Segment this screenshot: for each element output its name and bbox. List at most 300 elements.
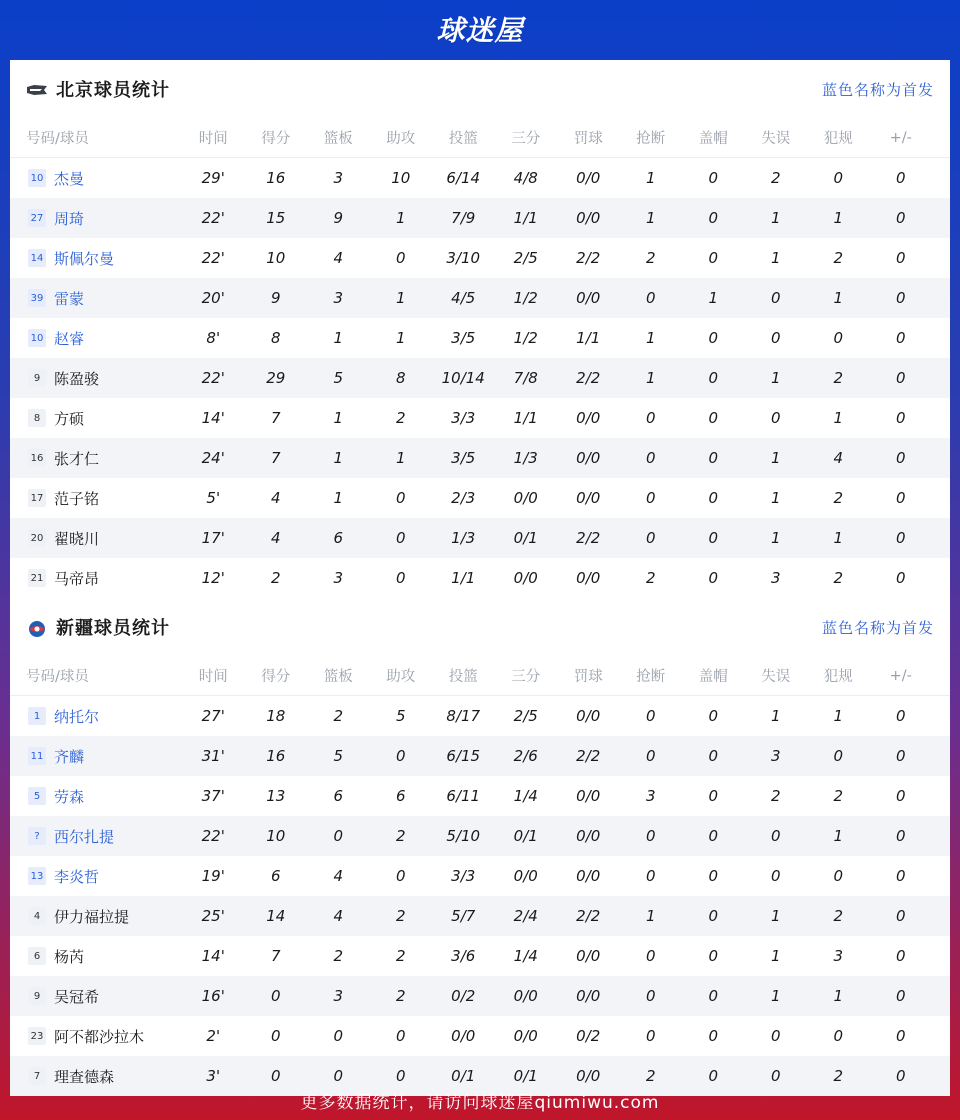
stat-cell: 0 bbox=[645, 449, 656, 467]
stat-cell: 2/5 bbox=[513, 249, 538, 267]
stat-cell: 2 bbox=[833, 569, 844, 587]
stat-cell: 3/5 bbox=[451, 449, 476, 467]
stat-cell: 0 bbox=[645, 489, 656, 507]
stat-cell: 0 bbox=[395, 1027, 406, 1045]
stat-cell: 3 bbox=[333, 987, 344, 1005]
stat-cell: 16' bbox=[201, 987, 225, 1005]
stat-cell: 3/5 bbox=[451, 329, 476, 347]
stat-cell: 2 bbox=[395, 907, 406, 925]
column-header: 犯规 bbox=[823, 669, 853, 685]
column-header: 抢断 bbox=[636, 669, 666, 685]
stat-cell: 2/3 bbox=[451, 489, 476, 507]
stat-cell: 0 bbox=[708, 569, 719, 587]
stat-cell: 0/1 bbox=[513, 529, 538, 547]
stat-cell: 0 bbox=[895, 1067, 906, 1085]
stat-cell: 0 bbox=[895, 209, 906, 227]
stat-cell: 0/0 bbox=[513, 569, 538, 587]
table-header-row bbox=[10, 118, 950, 158]
stat-cell: 3 bbox=[645, 787, 656, 805]
stat-cell: 2 bbox=[645, 249, 656, 267]
player-cell bbox=[10, 408, 182, 429]
stat-cell: 4 bbox=[333, 867, 344, 885]
stat-cell: 14' bbox=[201, 947, 225, 965]
player-cell bbox=[10, 528, 182, 549]
stat-cell: 1 bbox=[645, 369, 656, 387]
stat-cell: 27' bbox=[201, 707, 225, 725]
stat-cell: 0 bbox=[895, 169, 906, 187]
stat-cell: 1/1 bbox=[451, 569, 476, 587]
jersey-number-badge: 16 bbox=[28, 449, 46, 467]
stat-cell: 0 bbox=[770, 289, 781, 307]
stat-cell: 14' bbox=[201, 409, 225, 427]
stat-cell: 2 bbox=[333, 707, 344, 725]
stat-cell: 22' bbox=[201, 369, 225, 387]
stat-cell: 4/5 bbox=[451, 289, 476, 307]
stat-cell: 1 bbox=[333, 449, 344, 467]
stat-cell: 10 bbox=[391, 169, 411, 187]
stat-cell: 0 bbox=[708, 707, 719, 725]
stat-cell: 3 bbox=[333, 289, 344, 307]
stat-cell: 1/1 bbox=[513, 209, 538, 227]
stat-cell: 0 bbox=[645, 747, 656, 765]
section-title-group bbox=[26, 614, 170, 640]
starter-legend-note: 蓝色名称为首发 bbox=[821, 618, 934, 637]
stat-cell: 0 bbox=[895, 947, 906, 965]
stat-cell: 5 bbox=[333, 369, 344, 387]
player-cell bbox=[10, 448, 182, 469]
stat-cell: 5/7 bbox=[451, 907, 476, 925]
stat-cell: 2/2 bbox=[576, 529, 601, 547]
player-cell bbox=[10, 168, 182, 189]
stat-cell: 0 bbox=[333, 827, 344, 845]
stat-cell: 0 bbox=[708, 529, 719, 547]
player-cell bbox=[10, 568, 182, 589]
team-section bbox=[10, 60, 950, 598]
stat-cell: 1 bbox=[645, 209, 656, 227]
section-title: 北京球员统计 bbox=[56, 80, 170, 101]
stat-cell: 0 bbox=[895, 827, 906, 845]
stat-cell: 1 bbox=[645, 169, 656, 187]
stat-cell: 1 bbox=[333, 329, 344, 347]
column-header: 得分 bbox=[261, 131, 291, 147]
stat-cell: 1 bbox=[395, 329, 406, 347]
brand-logo: 球迷屋 bbox=[436, 14, 524, 47]
stat-cell: 0/0 bbox=[576, 489, 601, 507]
stat-cell: 8' bbox=[206, 329, 221, 347]
stat-cell: 0 bbox=[770, 1067, 781, 1085]
stat-cell: 1 bbox=[333, 489, 344, 507]
stat-cell: 1 bbox=[833, 409, 844, 427]
stat-cell: 2 bbox=[645, 569, 656, 587]
stat-cell: 0/0 bbox=[513, 867, 538, 885]
stat-cell: 9 bbox=[270, 289, 281, 307]
stat-cell: 0 bbox=[708, 907, 719, 925]
stat-cell: 14 bbox=[266, 907, 286, 925]
jersey-number-badge: 4 bbox=[28, 907, 46, 925]
stat-cell: 3 bbox=[333, 569, 344, 587]
stat-cell: 7 bbox=[270, 947, 281, 965]
stat-cell: 1 bbox=[833, 209, 844, 227]
stat-cell: 3/10 bbox=[446, 249, 481, 267]
player-cell bbox=[10, 288, 182, 309]
player-name: 方硕 bbox=[54, 409, 85, 428]
stat-cell: 1 bbox=[395, 289, 406, 307]
stat-cell: 2 bbox=[770, 787, 781, 805]
stat-cell: 2 bbox=[833, 489, 844, 507]
stat-cell: 0 bbox=[645, 987, 656, 1005]
jersey-number-badge: 17 bbox=[28, 489, 46, 507]
stat-cell: 1 bbox=[833, 827, 844, 845]
stat-cell: 0 bbox=[708, 209, 719, 227]
stat-cell: 22' bbox=[201, 827, 225, 845]
stat-cell: 22' bbox=[201, 249, 225, 267]
stat-cell: 17' bbox=[201, 529, 225, 547]
player-name: 李炎哲 bbox=[54, 867, 100, 886]
stat-cell: 2 bbox=[395, 987, 406, 1005]
stat-cell: 1 bbox=[833, 529, 844, 547]
player-row bbox=[10, 158, 950, 198]
stat-cell: 3 bbox=[333, 169, 344, 187]
stat-cell: 2/6 bbox=[513, 747, 538, 765]
stat-cell: 0 bbox=[895, 289, 906, 307]
stat-cell: 0 bbox=[270, 1067, 281, 1085]
stat-cell: 0 bbox=[770, 1027, 781, 1045]
stat-cell: 0 bbox=[395, 867, 406, 885]
column-header: 篮板 bbox=[323, 131, 353, 147]
stat-cell: 1 bbox=[770, 209, 781, 227]
column-header: 三分 bbox=[511, 669, 541, 685]
column-header: 投篮 bbox=[448, 669, 478, 685]
stat-cell: 0/0 bbox=[576, 569, 601, 587]
stat-cell: 0 bbox=[895, 907, 906, 925]
jersey-number-badge: ? bbox=[28, 827, 46, 845]
stat-cell: 6/14 bbox=[446, 169, 481, 187]
stat-cell: 0 bbox=[708, 747, 719, 765]
jersey-number-badge: 10 bbox=[28, 329, 46, 347]
stat-cell: 0 bbox=[895, 329, 906, 347]
stat-cell: 7 bbox=[270, 449, 281, 467]
stat-cell: 8 bbox=[395, 369, 406, 387]
stat-cell: 2/2 bbox=[576, 249, 601, 267]
stat-cell: 1/3 bbox=[513, 449, 538, 467]
player-name: 雷蒙 bbox=[54, 289, 85, 308]
stat-cell: 2/2 bbox=[576, 369, 601, 387]
player-row bbox=[10, 936, 950, 976]
section-title-group bbox=[26, 76, 170, 102]
player-name: 斯佩尔曼 bbox=[54, 249, 115, 268]
stat-cell: 0/2 bbox=[451, 987, 476, 1005]
stat-cell: 0/0 bbox=[576, 169, 601, 187]
player-row bbox=[10, 776, 950, 816]
player-name: 杨芮 bbox=[54, 947, 85, 966]
stat-cell: 16 bbox=[266, 747, 286, 765]
stat-cell: 6 bbox=[333, 787, 344, 805]
stat-cell: 1 bbox=[833, 987, 844, 1005]
player-cell bbox=[10, 986, 182, 1007]
player-cell bbox=[10, 826, 182, 847]
column-header: 罚球 bbox=[573, 669, 603, 685]
stat-cell: 1 bbox=[833, 289, 844, 307]
jersey-number-badge: 9 bbox=[28, 369, 46, 387]
stat-cell: 10 bbox=[266, 249, 286, 267]
stat-cell: 2 bbox=[833, 1067, 844, 1085]
stat-cell: 1 bbox=[770, 249, 781, 267]
stat-cell: 20' bbox=[201, 289, 225, 307]
stat-cell: 10/14 bbox=[441, 369, 485, 387]
column-header: 盖帽 bbox=[698, 131, 728, 147]
jersey-number-badge: 21 bbox=[28, 569, 46, 587]
column-header: 号码/球员 bbox=[26, 669, 89, 685]
stat-cell: 2 bbox=[833, 369, 844, 387]
stat-cell: 6 bbox=[395, 787, 406, 805]
column-header: 盖帽 bbox=[698, 669, 728, 685]
stat-cell: 0/0 bbox=[513, 1027, 538, 1045]
stat-cell: 3 bbox=[833, 947, 844, 965]
team-section bbox=[10, 598, 950, 1096]
player-row bbox=[10, 896, 950, 936]
stat-cell: 0 bbox=[708, 1067, 719, 1085]
stat-cell: 0 bbox=[645, 1027, 656, 1045]
stat-cell: 12' bbox=[201, 569, 225, 587]
player-name: 马帝昂 bbox=[54, 569, 100, 588]
stat-cell: 0 bbox=[833, 867, 844, 885]
stat-cell: 0 bbox=[645, 707, 656, 725]
column-header: +/- bbox=[889, 129, 912, 146]
stat-cell: 0/0 bbox=[513, 489, 538, 507]
stat-cell: 0 bbox=[895, 569, 906, 587]
stat-cell: 0 bbox=[708, 449, 719, 467]
stat-cell: 0 bbox=[770, 827, 781, 845]
player-row bbox=[10, 736, 950, 776]
jersey-number-badge: 1 bbox=[28, 707, 46, 725]
stat-cell: 0 bbox=[645, 409, 656, 427]
player-cell bbox=[10, 786, 182, 807]
top-header bbox=[0, 0, 960, 58]
stat-cell: 0/0 bbox=[451, 1027, 476, 1045]
stat-cell: 0 bbox=[708, 947, 719, 965]
jersey-number-badge: 11 bbox=[28, 747, 46, 765]
stat-cell: 4 bbox=[333, 249, 344, 267]
stat-cell: 1 bbox=[833, 707, 844, 725]
player-cell bbox=[10, 208, 182, 229]
stat-cell: 9 bbox=[333, 209, 344, 227]
stat-cell: 1 bbox=[770, 907, 781, 925]
stat-cell: 2 bbox=[833, 249, 844, 267]
stat-cell: 1/4 bbox=[513, 947, 538, 965]
stat-cell: 0 bbox=[770, 329, 781, 347]
player-cell bbox=[10, 328, 182, 349]
column-header: 三分 bbox=[511, 131, 541, 147]
player-name: 纳托尔 bbox=[54, 707, 100, 726]
player-name: 范子铭 bbox=[54, 489, 100, 508]
stat-cell: 0 bbox=[833, 747, 844, 765]
stat-cell: 0 bbox=[645, 529, 656, 547]
stat-cell: 2 bbox=[395, 947, 406, 965]
stat-cell: 7/9 bbox=[451, 209, 476, 227]
column-header: 篮板 bbox=[323, 669, 353, 685]
stat-cell: 6/15 bbox=[446, 747, 481, 765]
stat-cell: 0/0 bbox=[576, 409, 601, 427]
player-row bbox=[10, 198, 950, 238]
stat-cell: 2/2 bbox=[576, 907, 601, 925]
player-name: 杰曼 bbox=[54, 169, 85, 188]
player-name: 陈盈骏 bbox=[54, 369, 100, 388]
stat-cell: 0 bbox=[645, 827, 656, 845]
stat-cell: 0/0 bbox=[576, 289, 601, 307]
stat-cell: 0 bbox=[645, 947, 656, 965]
jersey-number-badge: 5 bbox=[28, 787, 46, 805]
stat-cell: 0 bbox=[895, 707, 906, 725]
stats-panel bbox=[10, 60, 950, 1086]
stat-cell: 29' bbox=[201, 169, 225, 187]
player-name: 翟晓川 bbox=[54, 529, 100, 548]
stat-cell: 1 bbox=[770, 489, 781, 507]
stat-cell: 0/0 bbox=[576, 867, 601, 885]
stat-cell: 0 bbox=[645, 289, 656, 307]
player-cell bbox=[10, 1026, 182, 1047]
stat-cell: 0 bbox=[895, 747, 906, 765]
stat-cell: 0 bbox=[395, 747, 406, 765]
column-header: 犯规 bbox=[823, 131, 853, 147]
stat-cell: 0/0 bbox=[576, 947, 601, 965]
table-header-row bbox=[10, 656, 950, 696]
stat-cell: 5' bbox=[206, 489, 221, 507]
stat-cell: 0 bbox=[708, 369, 719, 387]
player-name: 理查德森 bbox=[54, 1067, 115, 1086]
stat-cell: 0 bbox=[333, 1027, 344, 1045]
stat-cell: 1 bbox=[395, 449, 406, 467]
stat-cell: 0 bbox=[395, 529, 406, 547]
stat-cell: 0/0 bbox=[576, 707, 601, 725]
stat-cell: 13 bbox=[266, 787, 286, 805]
stat-cell: 1/1 bbox=[513, 409, 538, 427]
stat-cell: 2/5 bbox=[513, 707, 538, 725]
stat-cell: 31' bbox=[201, 747, 225, 765]
stat-cell: 0 bbox=[833, 169, 844, 187]
stat-cell: 0 bbox=[895, 409, 906, 427]
player-row bbox=[10, 696, 950, 736]
stat-cell: 0 bbox=[895, 1027, 906, 1045]
player-name: 吴冠希 bbox=[54, 987, 100, 1006]
stat-cell: 0 bbox=[395, 1067, 406, 1085]
footer-banner: 更多数据统计，请访问球迷屋qiumiwu.com bbox=[300, 1092, 660, 1113]
stat-cell: 0 bbox=[708, 1027, 719, 1045]
player-row bbox=[10, 558, 950, 598]
stat-cell: 3 bbox=[770, 747, 781, 765]
column-header: 失误 bbox=[761, 669, 791, 685]
stat-cell: 4 bbox=[333, 907, 344, 925]
stat-cell: 3/3 bbox=[451, 409, 476, 427]
stat-cell: 1 bbox=[770, 529, 781, 547]
team-sections bbox=[10, 60, 950, 1096]
stat-cell: 15 bbox=[266, 209, 286, 227]
stat-cell: 7/8 bbox=[513, 369, 538, 387]
section-header bbox=[10, 60, 950, 118]
stat-cell: 2 bbox=[645, 1067, 656, 1085]
player-row bbox=[10, 856, 950, 896]
stat-cell: 4 bbox=[270, 489, 281, 507]
column-header: 得分 bbox=[261, 669, 291, 685]
stat-cell: 5 bbox=[395, 707, 406, 725]
column-header: 抢断 bbox=[636, 131, 666, 147]
stat-cell: 0 bbox=[708, 249, 719, 267]
column-header: 助攻 bbox=[386, 131, 416, 147]
player-row bbox=[10, 976, 950, 1016]
stat-cell: 0 bbox=[895, 529, 906, 547]
player-name: 劳森 bbox=[54, 787, 85, 806]
stat-cell: 1 bbox=[645, 329, 656, 347]
stat-cell: 0 bbox=[895, 787, 906, 805]
stat-cell: 1/1 bbox=[576, 329, 601, 347]
stat-cell: 3 bbox=[770, 569, 781, 587]
column-header: 失误 bbox=[761, 131, 791, 147]
stat-cell: 10 bbox=[266, 827, 286, 845]
stat-cell: 0 bbox=[895, 867, 906, 885]
stat-cell: 0 bbox=[833, 329, 844, 347]
stat-cell: 0 bbox=[895, 249, 906, 267]
stat-cell: 1 bbox=[770, 369, 781, 387]
stat-cell: 0/0 bbox=[576, 449, 601, 467]
stat-cell: 0/1 bbox=[451, 1067, 476, 1085]
jersey-number-badge: 8 bbox=[28, 409, 46, 427]
jersey-number-badge: 23 bbox=[28, 1027, 46, 1045]
jersey-number-badge: 10 bbox=[28, 169, 46, 187]
section-header bbox=[10, 598, 950, 656]
stat-cell: 1 bbox=[770, 947, 781, 965]
player-row bbox=[10, 318, 950, 358]
stat-cell: 24' bbox=[201, 449, 225, 467]
stat-cell: 0/0 bbox=[513, 987, 538, 1005]
stat-cell: 0 bbox=[270, 1027, 281, 1045]
column-header: 号码/球员 bbox=[26, 131, 89, 147]
stat-cell: 0 bbox=[708, 867, 719, 885]
stat-cell: 0/0 bbox=[576, 827, 601, 845]
player-name: 赵睿 bbox=[54, 329, 85, 348]
stat-cell: 4/8 bbox=[513, 169, 538, 187]
jersey-number-badge: 14 bbox=[28, 249, 46, 267]
stat-cell: 29 bbox=[266, 369, 286, 387]
player-row bbox=[10, 438, 950, 478]
player-row bbox=[10, 1016, 950, 1056]
stat-cell: 4 bbox=[833, 449, 844, 467]
player-cell bbox=[10, 746, 182, 767]
stat-cell: 7 bbox=[270, 409, 281, 427]
stat-cell: 0/0 bbox=[576, 787, 601, 805]
stat-cell: 3/6 bbox=[451, 947, 476, 965]
beijing-team-logo-icon bbox=[26, 82, 48, 96]
player-name: 周琦 bbox=[54, 209, 85, 228]
stat-cell: 2 bbox=[333, 947, 344, 965]
xinjiang-team-logo-icon bbox=[26, 620, 48, 634]
stat-cell: 2 bbox=[270, 569, 281, 587]
stat-cell: 1 bbox=[770, 449, 781, 467]
stat-cell: 5/10 bbox=[446, 827, 481, 845]
jersey-number-badge: 7 bbox=[28, 1067, 46, 1085]
player-cell bbox=[10, 488, 182, 509]
stat-cell: 0 bbox=[270, 987, 281, 1005]
stat-cell: 0 bbox=[708, 987, 719, 1005]
stat-cell: 0 bbox=[895, 489, 906, 507]
stat-cell: 0 bbox=[833, 1027, 844, 1045]
stat-cell: 0 bbox=[333, 1067, 344, 1085]
stat-cell: 0/1 bbox=[513, 1067, 538, 1085]
player-row bbox=[10, 478, 950, 518]
player-name: 西尔扎提 bbox=[54, 827, 115, 846]
jersey-number-badge: 13 bbox=[28, 867, 46, 885]
stat-cell: 0/0 bbox=[576, 1067, 601, 1085]
stat-cell: 2 bbox=[395, 409, 406, 427]
player-name: 阿不都沙拉木 bbox=[54, 1027, 145, 1046]
